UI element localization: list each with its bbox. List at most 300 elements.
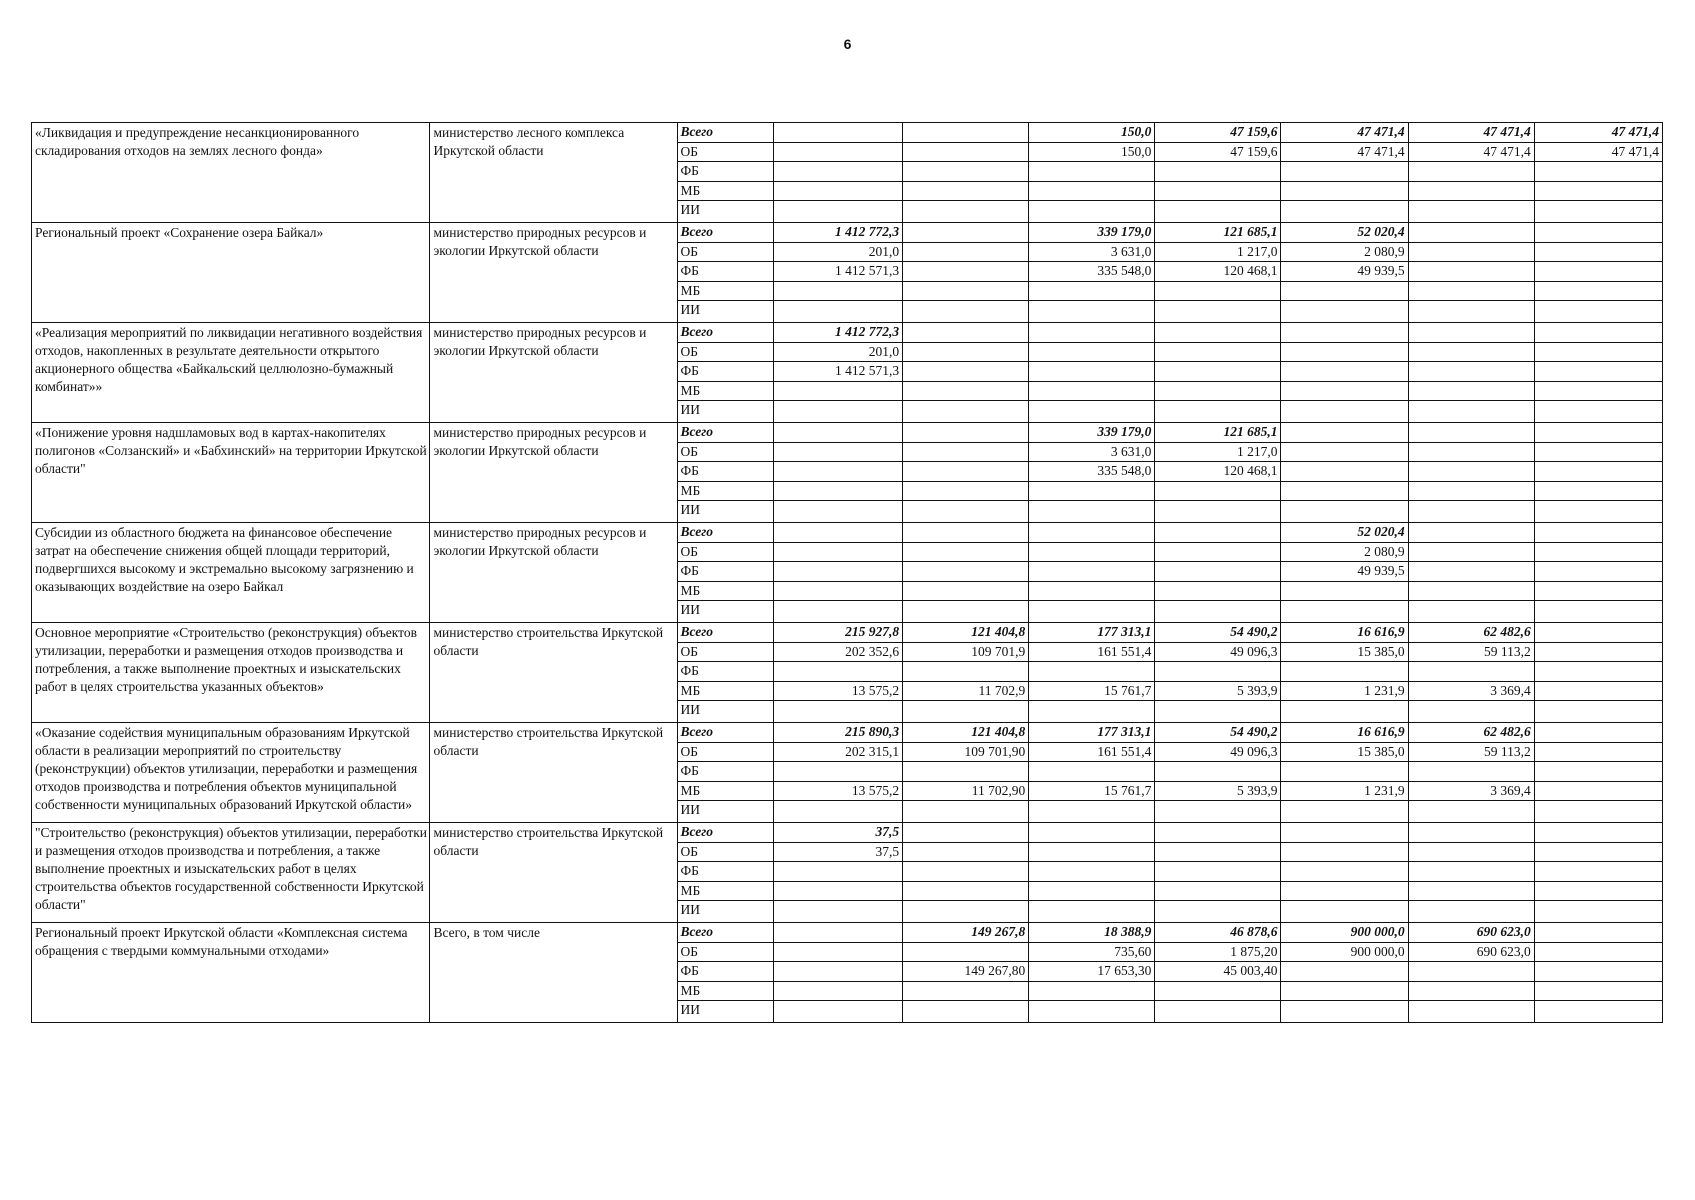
amount-cell: 109 701,90: [903, 742, 1029, 762]
funding-source: ФБ: [678, 762, 773, 782]
amount-cell: [1408, 401, 1534, 423]
amount-cell: [903, 842, 1029, 862]
amount-cell: 45 003,40: [1155, 962, 1281, 982]
amount-cell: [1155, 662, 1281, 682]
amount-cell: 150,0: [1029, 142, 1155, 162]
amount-cell: [1155, 601, 1281, 623]
amount-cell: 18 388,9: [1029, 923, 1155, 943]
amount-cell: [773, 862, 902, 882]
funding-source: ОБ: [678, 642, 773, 662]
amount-cell: 1 412 571,3: [773, 362, 902, 382]
amount-cell: 3 369,4: [1408, 781, 1534, 801]
amount-cell: [1534, 201, 1662, 223]
amount-cell: 59 113,2: [1408, 642, 1534, 662]
amount-cell: [1534, 942, 1662, 962]
amount-cell: [773, 281, 902, 301]
amount-cell: 47 471,4: [1281, 142, 1408, 162]
amount-cell: [1029, 842, 1155, 862]
amount-cell: [1281, 162, 1408, 182]
amount-cell: [1408, 481, 1534, 501]
funding-source: Всего: [678, 523, 773, 543]
amount-cell: [1281, 462, 1408, 482]
funding-source: МБ: [678, 781, 773, 801]
table-row: [32, 223, 1663, 243]
amount-cell: [903, 142, 1029, 162]
program-name: Основное мероприятие «Строительство (реконструкция) объектов утилизации, переработки и размещения отходов производства и потребления, а также выполнение проектных и изыскательских работ в целях строительства указанных объектов»: [32, 623, 430, 723]
amount-cell: 121 685,1: [1155, 423, 1281, 443]
amount-cell: [1408, 962, 1534, 982]
amount-cell: [1534, 842, 1662, 862]
funding-source: МБ: [678, 181, 773, 201]
amount-cell: [773, 901, 902, 923]
amount-cell: [1534, 442, 1662, 462]
funding-source: ИИ: [678, 1001, 773, 1023]
amount-cell: 59 113,2: [1408, 742, 1534, 762]
amount-cell: [903, 542, 1029, 562]
amount-cell: [1281, 842, 1408, 862]
amount-cell: 215 927,8: [773, 623, 902, 643]
amount-cell: [903, 981, 1029, 1001]
responsible-executor: министерство строительства Иркутской области: [430, 723, 678, 823]
page-number: 6: [843, 36, 852, 52]
amount-cell: [1155, 581, 1281, 601]
amount-cell: 15 385,0: [1281, 742, 1408, 762]
amount-cell: 13 575,2: [773, 681, 902, 701]
funding-source: Всего: [678, 423, 773, 443]
amount-cell: 2 080,9: [1281, 542, 1408, 562]
amount-cell: [903, 262, 1029, 282]
amount-cell: 161 551,4: [1029, 642, 1155, 662]
program-name: «Ликвидация и предупреждение несанкционированного складирования отходов на землях лесного фонда»: [32, 123, 430, 223]
amount-cell: 47 471,4: [1408, 142, 1534, 162]
funding-source: Всего: [678, 723, 773, 743]
amount-cell: [1281, 962, 1408, 982]
amount-cell: 15 385,0: [1281, 642, 1408, 662]
amount-cell: [903, 942, 1029, 962]
table-row: [32, 923, 1663, 943]
amount-cell: [1534, 223, 1662, 243]
amount-cell: 201,0: [773, 342, 902, 362]
amount-cell: 120 468,1: [1155, 262, 1281, 282]
amount-cell: [773, 662, 902, 682]
amount-cell: 17 653,30: [1029, 962, 1155, 982]
amount-cell: 1 412 772,3: [773, 223, 902, 243]
amount-cell: [1408, 862, 1534, 882]
amount-cell: 47 159,6: [1155, 123, 1281, 143]
amount-cell: 52 020,4: [1281, 523, 1408, 543]
funding-source: ОБ: [678, 142, 773, 162]
amount-cell: [1534, 862, 1662, 882]
amount-cell: [773, 981, 902, 1001]
amount-cell: 3 631,0: [1029, 442, 1155, 462]
amount-cell: [1408, 162, 1534, 182]
funding-source: МБ: [678, 481, 773, 501]
amount-cell: [903, 523, 1029, 543]
amount-cell: [903, 823, 1029, 843]
program-name: "Строительство (реконструкция) объектов утилизации, переработки и размещения отходов производства и потребления, а также выполнение проектных и изыскательских работ в целях строительства объектов государственной собственности Иркутской области": [32, 823, 430, 923]
amount-cell: 149 267,80: [903, 962, 1029, 982]
table-row: [32, 823, 1663, 843]
amount-cell: [773, 942, 902, 962]
amount-cell: [1029, 401, 1155, 423]
responsible-executor: Всего, в том числе: [430, 923, 678, 1023]
amount-cell: 201,0: [773, 242, 902, 262]
amount-cell: 11 702,90: [903, 781, 1029, 801]
amount-cell: 161 551,4: [1029, 742, 1155, 762]
amount-cell: 339 179,0: [1029, 423, 1155, 443]
amount-cell: [1029, 301, 1155, 323]
amount-cell: [1029, 201, 1155, 223]
amount-cell: [773, 301, 902, 323]
amount-cell: [1408, 242, 1534, 262]
amount-cell: [1534, 723, 1662, 743]
amount-cell: [903, 123, 1029, 143]
amount-cell: [1281, 581, 1408, 601]
amount-cell: [1408, 342, 1534, 362]
amount-cell: [1281, 181, 1408, 201]
amount-cell: [1408, 462, 1534, 482]
amount-cell: [1281, 381, 1408, 401]
program-name: «Оказание содействия муниципальным образованиям Иркутской области в реализации мероприятий по строительству (реконструкции) объектов утилизации, переработки и размещения отходов производства и потребления объектов муниципальной собственности муниципальных образований Иркутской области»: [32, 723, 430, 823]
responsible-executor: министерство строительства Иркутской области: [430, 823, 678, 923]
funding-source: ФБ: [678, 362, 773, 382]
amount-cell: [1155, 881, 1281, 901]
funding-source: МБ: [678, 281, 773, 301]
amount-cell: [1155, 842, 1281, 862]
amount-cell: [1534, 401, 1662, 423]
amount-cell: [1534, 762, 1662, 782]
amount-cell: [903, 162, 1029, 182]
amount-cell: 37,5: [773, 823, 902, 843]
amount-cell: [1281, 323, 1408, 343]
amount-cell: [1281, 662, 1408, 682]
amount-cell: 54 490,2: [1155, 723, 1281, 743]
amount-cell: 15 761,7: [1029, 781, 1155, 801]
amount-cell: [1408, 423, 1534, 443]
amount-cell: [1534, 323, 1662, 343]
amount-cell: 62 482,6: [1408, 623, 1534, 643]
amount-cell: [1029, 362, 1155, 382]
amount-cell: [1534, 981, 1662, 1001]
amount-cell: [1155, 401, 1281, 423]
table-body: [32, 123, 1663, 1023]
amount-cell: 16 616,9: [1281, 723, 1408, 743]
amount-cell: [1281, 301, 1408, 323]
amount-cell: [1408, 881, 1534, 901]
amount-cell: [773, 881, 902, 901]
amount-cell: [1534, 901, 1662, 923]
amount-cell: [1029, 981, 1155, 1001]
funding-source: Всего: [678, 923, 773, 943]
amount-cell: 109 701,9: [903, 642, 1029, 662]
funding-source: ОБ: [678, 842, 773, 862]
funding-source: ИИ: [678, 801, 773, 823]
amount-cell: 62 482,6: [1408, 723, 1534, 743]
amount-cell: [1029, 323, 1155, 343]
amount-cell: [1534, 523, 1662, 543]
amount-cell: [1534, 301, 1662, 323]
amount-cell: 3 369,4: [1408, 681, 1534, 701]
funding-source: МБ: [678, 381, 773, 401]
amount-cell: [1155, 281, 1281, 301]
amount-cell: 1 231,9: [1281, 781, 1408, 801]
amount-cell: 177 313,1: [1029, 723, 1155, 743]
funding-source: ФБ: [678, 162, 773, 182]
amount-cell: [1281, 881, 1408, 901]
amount-cell: [1029, 701, 1155, 723]
amount-cell: [903, 862, 1029, 882]
funding-source: ИИ: [678, 901, 773, 923]
amount-cell: [1155, 323, 1281, 343]
amount-cell: 49 096,3: [1155, 642, 1281, 662]
amount-cell: [1155, 862, 1281, 882]
amount-cell: [1281, 281, 1408, 301]
amount-cell: [1534, 742, 1662, 762]
funding-source: ОБ: [678, 242, 773, 262]
amount-cell: [1534, 281, 1662, 301]
amount-cell: [773, 962, 902, 982]
amount-cell: 335 548,0: [1029, 262, 1155, 282]
program-name: «Понижение уровня надшламовых вод в картах-накопителях полигонов «Солзанский» и «Бабхинский» на территории Иркутской области": [32, 423, 430, 523]
amount-cell: [903, 581, 1029, 601]
amount-cell: [1029, 381, 1155, 401]
amount-cell: [1155, 901, 1281, 923]
amount-cell: [903, 301, 1029, 323]
amount-cell: 177 313,1: [1029, 623, 1155, 643]
amount-cell: [773, 181, 902, 201]
amount-cell: [903, 401, 1029, 423]
amount-cell: [1408, 201, 1534, 223]
amount-cell: [1408, 501, 1534, 523]
amount-cell: 37,5: [773, 842, 902, 862]
amount-cell: [1281, 862, 1408, 882]
amount-cell: [1534, 181, 1662, 201]
amount-cell: [773, 123, 902, 143]
amount-cell: [1408, 381, 1534, 401]
amount-cell: [1408, 223, 1534, 243]
amount-cell: [903, 381, 1029, 401]
amount-cell: 13 575,2: [773, 781, 902, 801]
amount-cell: 121 404,8: [903, 623, 1029, 643]
amount-cell: [903, 342, 1029, 362]
amount-cell: [903, 762, 1029, 782]
amount-cell: [1029, 581, 1155, 601]
amount-cell: [1029, 542, 1155, 562]
amount-cell: [903, 223, 1029, 243]
amount-cell: [1408, 701, 1534, 723]
amount-cell: [773, 501, 902, 523]
amount-cell: [1534, 681, 1662, 701]
amount-cell: [903, 442, 1029, 462]
amount-cell: [1408, 442, 1534, 462]
amount-cell: 150,0: [1029, 123, 1155, 143]
amount-cell: [903, 242, 1029, 262]
amount-cell: [903, 423, 1029, 443]
amount-cell: 15 761,7: [1029, 681, 1155, 701]
amount-cell: [1281, 901, 1408, 923]
amount-cell: [1029, 762, 1155, 782]
amount-cell: [903, 362, 1029, 382]
amount-cell: [1155, 481, 1281, 501]
amount-cell: 1 231,9: [1281, 681, 1408, 701]
amount-cell: [1408, 581, 1534, 601]
amount-cell: [1155, 542, 1281, 562]
amount-cell: [1155, 762, 1281, 782]
amount-cell: [1408, 901, 1534, 923]
amount-cell: [1281, 701, 1408, 723]
amount-cell: 202 352,6: [773, 642, 902, 662]
amount-cell: [903, 181, 1029, 201]
amount-cell: 16 616,9: [1281, 623, 1408, 643]
amount-cell: [1534, 781, 1662, 801]
amount-cell: 121 404,8: [903, 723, 1029, 743]
amount-cell: [1029, 281, 1155, 301]
amount-cell: 47 471,4: [1281, 123, 1408, 143]
funding-source: ОБ: [678, 542, 773, 562]
amount-cell: [1534, 423, 1662, 443]
amount-cell: [1408, 542, 1534, 562]
funding-source: ИИ: [678, 401, 773, 423]
amount-cell: 49 939,5: [1281, 562, 1408, 582]
funding-source: Всего: [678, 823, 773, 843]
funding-source: ФБ: [678, 262, 773, 282]
funding-source: Всего: [678, 623, 773, 643]
amount-cell: 1 217,0: [1155, 442, 1281, 462]
amount-cell: 121 685,1: [1155, 223, 1281, 243]
amount-cell: [773, 801, 902, 823]
amount-cell: 690 623,0: [1408, 942, 1534, 962]
amount-cell: [1155, 1001, 1281, 1023]
amount-cell: 47 159,6: [1155, 142, 1281, 162]
amount-cell: [773, 462, 902, 482]
amount-cell: [773, 442, 902, 462]
amount-cell: [1534, 381, 1662, 401]
program-name: Региональный проект Иркутской области «Комплексная система обращения с твердыми коммунальными отходами»: [32, 923, 430, 1023]
amount-cell: [1408, 523, 1534, 543]
responsible-executor: министерство строительства Иркутской области: [430, 623, 678, 723]
amount-cell: 900 000,0: [1281, 942, 1408, 962]
funding-source: ИИ: [678, 301, 773, 323]
amount-cell: [1534, 962, 1662, 982]
amount-cell: 1 875,20: [1155, 942, 1281, 962]
amount-cell: [1281, 423, 1408, 443]
amount-cell: [1408, 181, 1534, 201]
amount-cell: 900 000,0: [1281, 923, 1408, 943]
amount-cell: [1281, 601, 1408, 623]
amount-cell: [1534, 562, 1662, 582]
amount-cell: 5 393,9: [1155, 681, 1281, 701]
amount-cell: 735,60: [1029, 942, 1155, 962]
amount-cell: [1155, 342, 1281, 362]
funding-source: ФБ: [678, 862, 773, 882]
amount-cell: [1408, 562, 1534, 582]
amount-cell: [1534, 601, 1662, 623]
amount-cell: [1408, 362, 1534, 382]
funding-source: ОБ: [678, 442, 773, 462]
amount-cell: 47 471,4: [1534, 142, 1662, 162]
funding-source: ИИ: [678, 701, 773, 723]
amount-cell: [1155, 701, 1281, 723]
funding-source: ФБ: [678, 962, 773, 982]
amount-cell: 49 096,3: [1155, 742, 1281, 762]
amount-cell: [1534, 642, 1662, 662]
amount-cell: [1029, 823, 1155, 843]
amount-cell: [1029, 481, 1155, 501]
funding-source: Всего: [678, 123, 773, 143]
amount-cell: [1029, 162, 1155, 182]
funding-source: МБ: [678, 681, 773, 701]
amount-cell: [1029, 901, 1155, 923]
amount-cell: [903, 601, 1029, 623]
amount-cell: [903, 662, 1029, 682]
amount-cell: [1534, 1001, 1662, 1023]
amount-cell: [1281, 801, 1408, 823]
amount-cell: [1029, 801, 1155, 823]
amount-cell: [1534, 623, 1662, 643]
amount-cell: [903, 881, 1029, 901]
amount-cell: [1155, 181, 1281, 201]
table-row: [32, 723, 1663, 743]
amount-cell: [1029, 881, 1155, 901]
amount-cell: 11 702,9: [903, 681, 1029, 701]
amount-cell: [1155, 362, 1281, 382]
amount-cell: [773, 923, 902, 943]
funding-source: ФБ: [678, 662, 773, 682]
program-name: Региональный проект «Сохранение озера Байкал»: [32, 223, 430, 323]
table-row: [32, 123, 1663, 143]
amount-cell: [773, 381, 902, 401]
amount-cell: [773, 1001, 902, 1023]
amount-cell: [1281, 501, 1408, 523]
amount-cell: [1281, 762, 1408, 782]
amount-cell: [1408, 823, 1534, 843]
amount-cell: [773, 701, 902, 723]
funding-source: ОБ: [678, 942, 773, 962]
amount-cell: [773, 142, 902, 162]
amount-cell: [1155, 301, 1281, 323]
funding-source: Всего: [678, 223, 773, 243]
amount-cell: [903, 701, 1029, 723]
table-row: [32, 523, 1663, 543]
amount-cell: [1155, 162, 1281, 182]
amount-cell: [773, 523, 902, 543]
amount-cell: 149 267,8: [903, 923, 1029, 943]
amount-cell: [1155, 801, 1281, 823]
amount-cell: [903, 281, 1029, 301]
amount-cell: [1155, 562, 1281, 582]
amount-cell: [1029, 862, 1155, 882]
amount-cell: 1 412 571,3: [773, 262, 902, 282]
funding-source: ОБ: [678, 742, 773, 762]
amount-cell: [1408, 301, 1534, 323]
amount-cell: [1408, 323, 1534, 343]
amount-cell: [1029, 523, 1155, 543]
amount-cell: 52 020,4: [1281, 223, 1408, 243]
amount-cell: [1534, 362, 1662, 382]
amount-cell: [1155, 501, 1281, 523]
amount-cell: [1534, 262, 1662, 282]
amount-cell: [1534, 701, 1662, 723]
amount-cell: [773, 162, 902, 182]
amount-cell: 339 179,0: [1029, 223, 1155, 243]
amount-cell: 47 471,4: [1534, 123, 1662, 143]
amount-cell: [1534, 462, 1662, 482]
amount-cell: [1281, 362, 1408, 382]
amount-cell: [903, 901, 1029, 923]
amount-cell: [1155, 201, 1281, 223]
amount-cell: [1281, 981, 1408, 1001]
table-row: [32, 323, 1663, 343]
